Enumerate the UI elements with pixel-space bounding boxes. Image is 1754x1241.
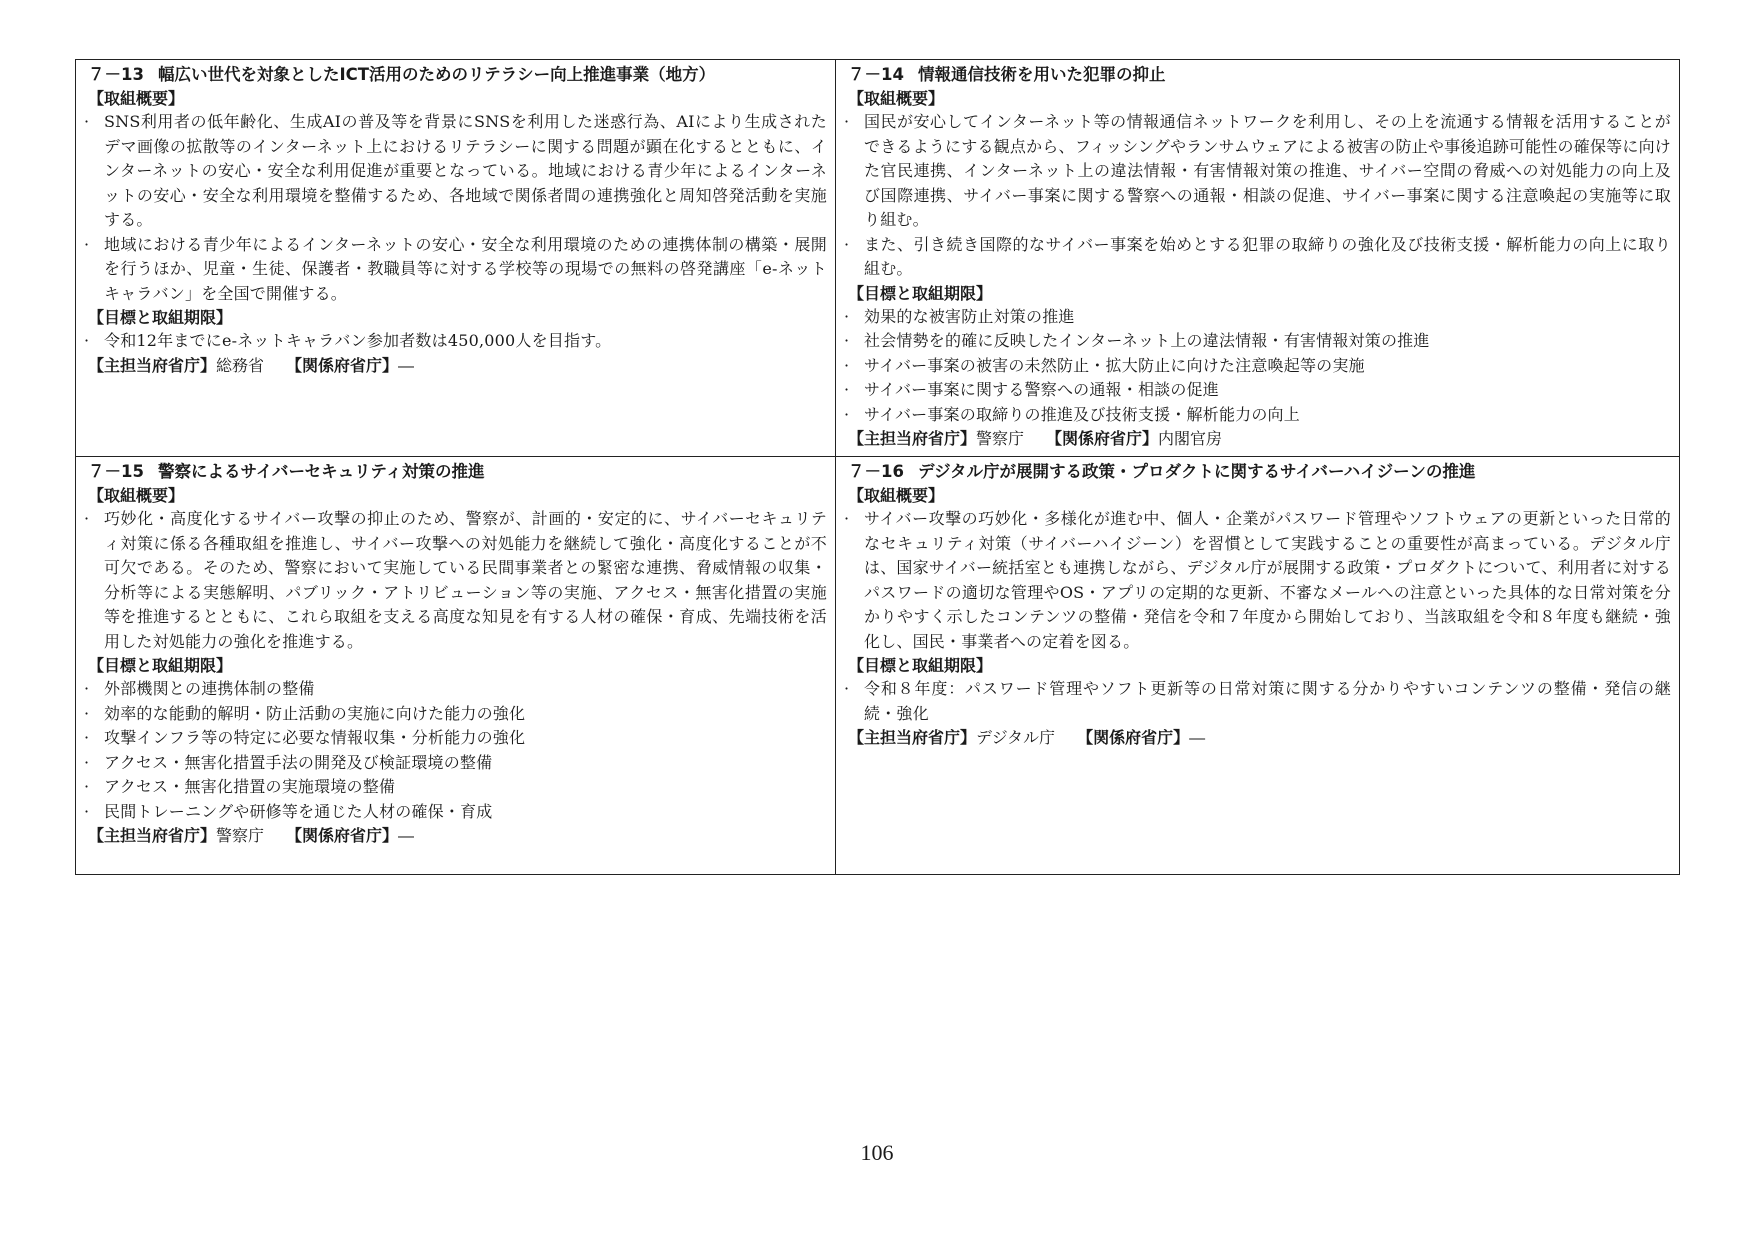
lead-ministry: 警察庁 xyxy=(976,429,1025,448)
lead-ministry: 警察庁 xyxy=(216,826,265,845)
goal-item: · サイバー事案の取締りの推進及び技術支援・解析能力の向上 xyxy=(844,403,1671,428)
goal-item: · アクセス・無害化措置手法の開発及び検証環境の整備 xyxy=(84,751,827,776)
measure-cell-7-15 xyxy=(76,457,836,875)
goal-item: · 外部機関との連携体制の整備 xyxy=(84,677,827,702)
related-ministry: ― xyxy=(398,355,415,375)
related-ministry-label: 【関係府省庁】 xyxy=(286,355,399,375)
goals-heading: 【目標と取組期限】 xyxy=(88,656,233,675)
ministry-line xyxy=(88,824,827,848)
goals-heading: 【目標と取組期限】 xyxy=(88,308,233,327)
measure-title xyxy=(848,63,1671,87)
related-ministry: ― xyxy=(1189,728,1206,747)
overview-item: · 国民が安心してインターネット等の情報通信ネットワークを利用し、その上を流通する情報を活用することができるようにする観点から、フィッシングやランサムウェアによる被害の防止や事後追跡可能性の確保等に向けた官民連携、インターネット上の違法情報・有害情報対策の推進、サイバー空間の脅威への対処能力の向上及び国際連携、サイバー事案に関する警察への通報・相談の促進、サイバー事案に関する注意喚起の実施等に取り組む。 xyxy=(844,110,1671,233)
goal-item: · 民間トレーニングや研修等を通じた人材の確保・育成 xyxy=(84,800,827,825)
goals-list xyxy=(84,677,827,824)
lead-ministry: 総務省 xyxy=(216,355,265,375)
goal-item: · 攻撃インフラ等の特定に必要な情報収集・分析能力の強化 xyxy=(84,726,827,751)
goals-heading: 【目標と取組期限】 xyxy=(848,656,993,675)
measure-title xyxy=(88,460,827,484)
goal-item: · 令和12年までにe-ネットキャラバン参加者数は450,000人を目指す。 xyxy=(84,329,827,354)
measure-title-text: デジタル庁が展開する政策・プロダクトに関するサイバーハイジーンの推進 xyxy=(917,462,1476,481)
overview-heading: 【取組概要】 xyxy=(848,89,945,108)
overview-list xyxy=(844,110,1671,282)
measure-number: ７－15 xyxy=(88,462,144,481)
goal-item: · アクセス・無害化措置の実施環境の整備 xyxy=(84,775,827,800)
overview-item: · サイバー攻撃の巧妙化・多様化が進む中、個人・企業がパスワード管理やソフトウェアの更新といった日常的なセキュリティ対策（サイバーハイジーン）を習慣として実践することの重要性が高まっている。デジタル庁は、国家サイバー統括室とも連携しながら、デジタル庁が展開する政策・プロダクトについて、利用者に対する パスワードの適切な管理やOS・アプリの定期的な更新、不審なメールへの注意といった具体的な日常対策を分かりやすく示したコンテンツの整備・発信を令和７年度から開始しており、当該取組を令和８年度も継続・強化し、国民・事業者への定着を図る。 xyxy=(844,507,1671,654)
goal-item: · サイバー事案に関する警察への通報・相談の促進 xyxy=(844,378,1671,403)
related-ministry-label: 【関係府省庁】 xyxy=(1046,429,1159,448)
measure-number: ７－16 xyxy=(848,462,904,481)
goal-item: · 令和８年度：パスワード管理やソフト更新等の日常対策に関する分かりやすいコンテンツの整備・発信の継続・強化 xyxy=(844,677,1671,726)
measure-cell-7-16 xyxy=(836,457,1680,875)
lead-ministry-label: 【主担当府省庁】 xyxy=(88,355,217,375)
overview-item: · 巧妙化・高度化するサイバー攻撃の抑止のため、警察が、計画的・安定的に、サイバーセキュリティ対策に係る各種取組を推進し、サイバー攻撃への対処能力を継続して強化・高度化することが不可欠である。そのため、警察において実施している民間事業者との緊密な連携、脅威情報の収集・分析等による実態解明、パブリック・アトリビューション等の実施、アクセス・無害化措置の実施等を推進するとともに、これら取組を支える高度な知見を有する人材の確保・育成、先端技術を活用した対処能力の強化を推進する。 xyxy=(84,507,827,654)
related-ministry: 内閣官房 xyxy=(1158,429,1223,448)
ministry-line xyxy=(848,726,1671,750)
overview-heading: 【取組概要】 xyxy=(88,486,185,505)
measure-title-text: 警察によるサイバーセキュリティ対策の推進 xyxy=(157,462,485,481)
measure-number: ７－13 xyxy=(88,65,144,84)
lead-ministry-label: 【主担当府省庁】 xyxy=(88,826,217,845)
lead-ministry: デジタル庁 xyxy=(976,728,1056,747)
ministry-line xyxy=(88,354,827,378)
measure-title xyxy=(848,460,1671,484)
lead-ministry-label: 【主担当府省庁】 xyxy=(848,429,977,448)
page-number: 106 xyxy=(860,1140,894,1165)
overview-list xyxy=(84,507,827,654)
overview-item: · また、引き続き国際的なサイバー事案を始めとする犯罪の取締りの強化及び技術支援・解析能力の向上に取り組む。 xyxy=(844,233,1671,282)
goal-item: · サイバー事案の被害の未然防止・拡大防止に向けた注意喚起等の実施 xyxy=(844,354,1671,379)
measure-title xyxy=(88,63,827,87)
goals-heading: 【目標と取組期限】 xyxy=(848,283,993,303)
ministry-line xyxy=(848,427,1671,451)
goal-item: · 効果的な被害防止対策の推進 xyxy=(844,305,1671,330)
table-row xyxy=(76,457,1680,875)
goals-list xyxy=(84,329,827,354)
goal-item: · 社会情勢を的確に反映したインターネット上の違法情報・有害情報対策の推進 xyxy=(844,329,1671,354)
related-ministry-label: 【関係府省庁】 xyxy=(1077,728,1190,747)
overview-item: · SNS利用者の低年齢化、生成AIの普及等を背景にSNSを利用した迷惑行為、AIにより生成されたデマ画像の拡散等のインターネット上におけるリテラシーに関する問題が顕在化するとともに、インターネットの安心・安全な利用促進が重要となっている。地域における青少年によるインターネットの安心・安全な利用環境を整備するため、各地域で関係者間の連携強化と周知啓発活動を実施する。 xyxy=(84,110,827,233)
overview-item: · 地域における青少年によるインターネットの安心・安全な利用環境のための連携体制の構築・展開を行うほか、児童・生徒、保護者・教職員等に対する学校等の現場での無料の啓発講座「e-ネットキャラバン」を全国で開催する。 xyxy=(84,233,827,307)
measure-cell-7-13 xyxy=(76,60,836,457)
goal-item: · 効率的な能動的解明・防止活動の実施に向けた能力の強化 xyxy=(84,702,827,727)
measure-cell-7-14 xyxy=(836,60,1680,457)
overview-heading: 【取組概要】 xyxy=(848,486,945,505)
lead-ministry-label: 【主担当府省庁】 xyxy=(848,728,977,747)
measure-number: ７－14 xyxy=(848,65,904,84)
goals-list xyxy=(844,305,1671,428)
measure-title-text: 情報通信技術を用いた犯罪の抑止 xyxy=(917,65,1166,84)
goals-list xyxy=(844,677,1671,726)
table-row xyxy=(76,60,1680,457)
overview-heading: 【取組概要】 xyxy=(88,89,185,108)
related-ministry-label: 【関係府省庁】 xyxy=(286,826,399,845)
measure-title-text: 幅広い世代を対象としたICT活用のためのリテラシー向上推進事業（地方） xyxy=(157,65,716,84)
overview-list xyxy=(844,507,1671,654)
overview-list xyxy=(84,110,827,306)
related-ministry: ― xyxy=(398,826,415,845)
measures-table xyxy=(75,59,1680,875)
